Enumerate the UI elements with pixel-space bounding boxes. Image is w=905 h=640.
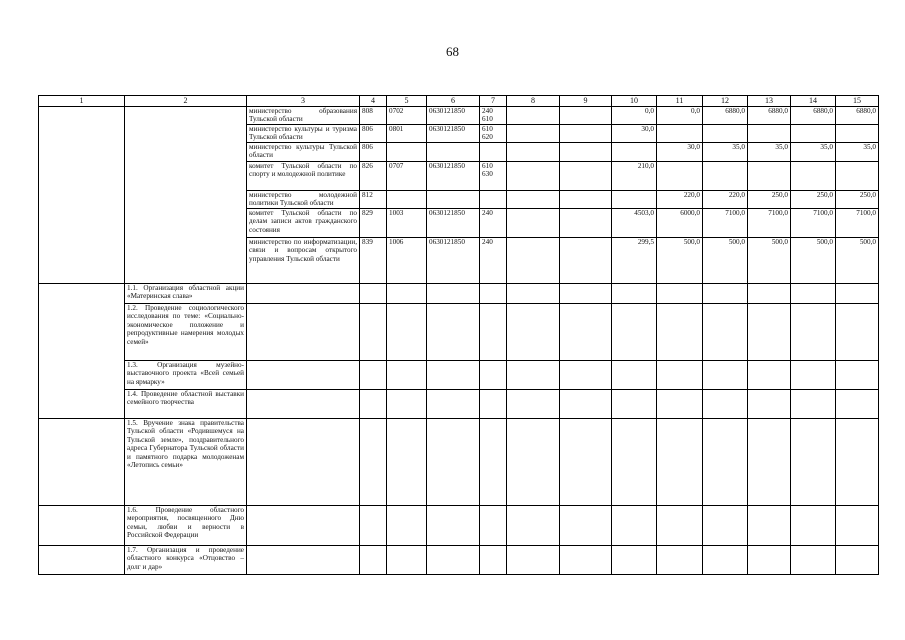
activity-row [39,284,879,304]
empty-cell [836,546,879,575]
organization-cell: комитет Тульской области по спорту и молодежной политике [247,162,360,191]
empty-cell [748,546,791,575]
empty-cell [560,304,612,361]
empty-cell [657,284,703,304]
section-cell [387,143,427,162]
value-cell: 500,0 [791,238,836,284]
value-cell: 7100,0 [748,209,791,238]
value-cell: 6000,0 [657,209,703,238]
empty-cell [360,361,387,390]
column-header: 15 [836,96,879,107]
empty-cell [791,390,836,419]
value-cell [560,143,612,162]
section-cell: 0702 [387,107,427,125]
value-cell: 35,0 [836,143,879,162]
value-cell [791,125,836,143]
empty-cell [612,284,657,304]
value-cell [748,125,791,143]
expense-type-cell: 240 [480,238,507,284]
empty-cell [791,361,836,390]
section-cell: 0707 [387,162,427,191]
value-cell [560,125,612,143]
organization-cell: министерство молодежной политики Тульской области [247,191,360,209]
organization-cell: министерство по информатизации, связи и вопросам открытого управления Тульской области [247,238,360,284]
expense-type-cell: 240 610 [480,107,507,125]
value-cell [560,191,612,209]
funding-row [39,107,879,125]
empty-cell [791,546,836,575]
empty-cell [480,419,507,506]
empty-cell [427,284,480,304]
value-cell: 500,0 [836,238,879,284]
value-cell [748,162,791,191]
empty-cell [791,304,836,361]
empty-cell [387,361,427,390]
empty-cell [836,419,879,506]
empty-cell [247,284,360,304]
column-header: 8 [507,96,560,107]
empty-cell [612,304,657,361]
column-header: 11 [657,96,703,107]
activity-row [39,390,879,419]
value-cell [560,238,612,284]
empty-cell [703,390,748,419]
empty-cell [427,304,480,361]
value-cell [703,125,748,143]
value-cell: 210,0 [612,162,657,191]
empty-cell [247,419,360,506]
activity-name-cell: 1.3. Организация музейно-выставочного проекта «Всей семьей на ярмарку» [125,361,247,390]
empty-cell [387,390,427,419]
section-cell: 1006 [387,238,427,284]
empty-cell [657,506,703,546]
empty-cell [657,546,703,575]
value-cell [507,209,560,238]
empty-cell [657,304,703,361]
organization-cell: министерство культуры и туризма Тульской области [247,125,360,143]
empty-cell [507,304,560,361]
empty-cell [657,361,703,390]
empty-cell [427,506,480,546]
activity-name-cell: 1.4. Проведение областной выставки семейного творчества [125,390,247,419]
value-cell: 500,0 [748,238,791,284]
target-article-cell: 0630121850 [427,125,480,143]
code-cell: 808 [360,107,387,125]
empty-cell [360,284,387,304]
value-cell: 220,0 [703,191,748,209]
section-cell [387,191,427,209]
page-number: 68 [446,44,459,59]
value-cell [560,162,612,191]
budget-table [38,95,879,575]
empty-cell [480,546,507,575]
empty-cell [791,506,836,546]
empty-cell [791,284,836,304]
column-header: 14 [791,96,836,107]
empty-cell [427,546,480,575]
empty-cell [748,304,791,361]
value-cell: 0,0 [612,107,657,125]
organization-cell: комитет Тульской области по делам записи актов гражданского состояния [247,209,360,238]
empty-cell [507,546,560,575]
empty-cell [427,419,480,506]
value-cell [836,162,879,191]
value-cell: 500,0 [657,238,703,284]
activity-row [39,304,879,361]
empty-cell [703,419,748,506]
empty-cell [748,390,791,419]
empty-cell [480,304,507,361]
value-cell: 0,0 [657,107,703,125]
column-header: 4 [360,96,387,107]
value-cell [657,162,703,191]
empty-cell [427,390,480,419]
empty-cell [560,506,612,546]
empty-cell [387,546,427,575]
value-cell [507,143,560,162]
empty-cell [836,284,879,304]
column-header: 10 [612,96,657,107]
value-cell: 500,0 [703,238,748,284]
value-cell [612,143,657,162]
empty-cell [703,546,748,575]
empty-cell [507,506,560,546]
value-cell: 7100,0 [703,209,748,238]
expense-type-cell: 610 620 [480,125,507,143]
code-cell: 806 [360,125,387,143]
target-article-cell: 0630121850 [427,107,480,125]
empty-cell [836,506,879,546]
empty-cell [387,506,427,546]
col2-cell [125,107,247,284]
empty-cell [360,304,387,361]
empty-cell [387,304,427,361]
empty-cell [657,419,703,506]
value-cell [612,191,657,209]
expense-type-cell [480,191,507,209]
empty-cell [427,361,480,390]
empty-cell [612,361,657,390]
value-cell [507,107,560,125]
value-cell [560,107,612,125]
empty-cell [360,390,387,419]
col1-cell [39,107,125,284]
empty-cell [560,546,612,575]
column-header: 3 [247,96,360,107]
value-cell: 299,5 [612,238,657,284]
empty-cell [560,390,612,419]
empty-cell [703,304,748,361]
activity-name-cell: 1.7. Организация и проведение областного конкурса «Отцовство – долг и дар» [125,546,247,575]
empty-cell [507,419,560,506]
activity-name-cell: 1.5. Вручение знака правительства Тульской области «Родившемуся на Тульской земле», поздравительного адреса Губернатора Тульской области и памятного подарка молодоженам «Летопись семьи» [125,419,247,506]
activity-row [39,546,879,575]
empty-cell [703,284,748,304]
value-cell: 6880,0 [791,107,836,125]
col1-cell [39,419,125,506]
empty-cell [560,361,612,390]
empty-cell [360,546,387,575]
empty-cell [791,419,836,506]
value-cell [507,162,560,191]
empty-cell [247,546,360,575]
empty-cell [612,390,657,419]
value-cell: 35,0 [791,143,836,162]
column-header: 13 [748,96,791,107]
empty-cell [480,390,507,419]
value-cell: 6880,0 [836,107,879,125]
empty-cell [507,284,560,304]
target-article-cell: 0630121850 [427,162,480,191]
section-cell: 0801 [387,125,427,143]
col1-cell [39,284,125,419]
value-cell: 6880,0 [703,107,748,125]
column-header: 5 [387,96,427,107]
activity-row [39,506,879,546]
value-cell [507,238,560,284]
empty-cell [247,506,360,546]
column-header: 12 [703,96,748,107]
expense-type-cell: 610 630 [480,162,507,191]
empty-cell [612,506,657,546]
activity-name-cell: 1.1. Организация областной акции «Материнская слава» [125,284,247,304]
value-cell: 7100,0 [836,209,879,238]
column-header: 7 [480,96,507,107]
empty-cell [480,506,507,546]
value-cell [657,125,703,143]
empty-cell [247,390,360,419]
value-cell: 250,0 [791,191,836,209]
empty-cell [703,361,748,390]
column-number-header [39,96,879,107]
col1-cell [39,506,125,546]
expense-type-cell [480,143,507,162]
empty-cell [836,390,879,419]
value-cell: 7100,0 [791,209,836,238]
col1-cell [39,546,125,575]
empty-cell [612,419,657,506]
column-header: 6 [427,96,480,107]
column-header: 9 [560,96,612,107]
code-cell: 829 [360,209,387,238]
value-cell: 30,0 [657,143,703,162]
empty-cell [836,361,879,390]
empty-cell [560,284,612,304]
empty-cell [360,506,387,546]
activity-row [39,361,879,390]
value-cell [507,191,560,209]
activity-name-cell: 1.6. Проведение областного мероприятия, посвященного Дню семьи, любви и верности в Российской Федерации [125,506,247,546]
value-cell [791,162,836,191]
empty-cell [748,419,791,506]
code-cell: 826 [360,162,387,191]
empty-cell [560,419,612,506]
code-cell: 806 [360,143,387,162]
value-cell: 250,0 [836,191,879,209]
target-article-cell: 0630121850 [427,209,480,238]
organization-cell: министерство культуры Тульской области [247,143,360,162]
empty-cell [507,390,560,419]
value-cell [560,209,612,238]
empty-cell [657,390,703,419]
empty-cell [748,284,791,304]
target-article-cell [427,143,480,162]
empty-cell [247,361,360,390]
value-cell: 35,0 [748,143,791,162]
empty-cell [836,304,879,361]
value-cell: 250,0 [748,191,791,209]
empty-cell [748,361,791,390]
code-cell: 839 [360,238,387,284]
activity-row [39,419,879,506]
column-header: 2 [125,96,247,107]
value-cell: 30,0 [612,125,657,143]
activity-name-cell: 1.2. Проведение социологического исследования по теме: «Социально-экономическое положение и репродуктивные намерения молодых семей» [125,304,247,361]
value-cell [703,162,748,191]
value-cell [507,125,560,143]
empty-cell [507,361,560,390]
empty-cell [480,284,507,304]
target-article-cell [427,191,480,209]
value-cell: 6880,0 [748,107,791,125]
expense-type-cell: 240 [480,209,507,238]
empty-cell [247,304,360,361]
empty-cell [360,419,387,506]
empty-cell [480,361,507,390]
value-cell [836,125,879,143]
column-header: 1 [39,96,125,107]
section-cell: 1003 [387,209,427,238]
value-cell: 220,0 [657,191,703,209]
code-cell: 812 [360,191,387,209]
value-cell: 35,0 [703,143,748,162]
empty-cell [748,506,791,546]
empty-cell [703,506,748,546]
organization-cell: министерство образования Тульской области [247,107,360,125]
empty-cell [387,284,427,304]
target-article-cell: 0630121850 [427,238,480,284]
empty-cell [387,419,427,506]
value-cell: 4503,0 [612,209,657,238]
empty-cell [612,546,657,575]
